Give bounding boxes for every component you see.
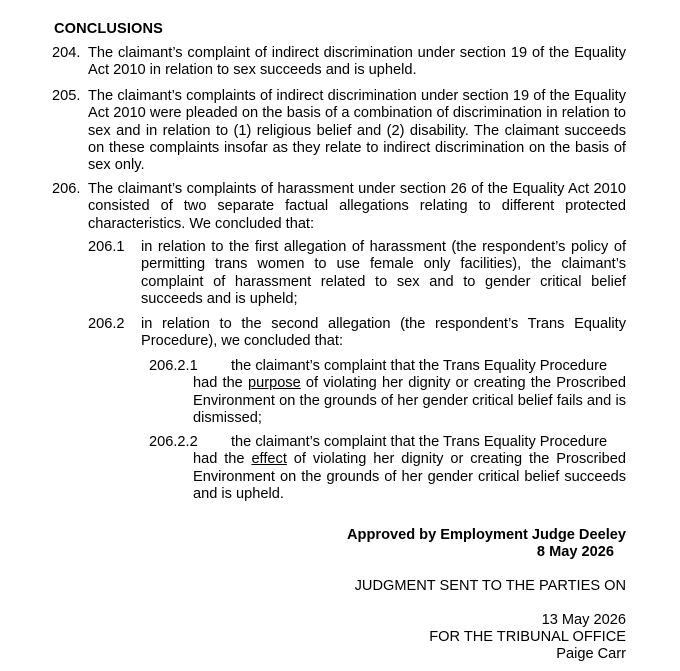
paragraph-text: The claimant’s complaints of indirect discrimination under section 19 of the Equality Act 2010 were pleaded on the basis of a combination of discrimination in relation to sex and in relation to (1) religious belief and (2) disability. The claimant succeeds on these complaints insofar as they relate to indirect discrimination on the basis of sex only. xyxy=(88,88,626,174)
paragraph-line-text: the claimant’s complaint that the Trans Equality Procedure xyxy=(231,358,608,374)
paragraph-text: in relation to the second allegation (the respondent’s Trans Equality Procedure), we concluded that: xyxy=(141,316,626,350)
paragraph-number: 206.2 xyxy=(88,316,125,332)
paragraph-number: 206. xyxy=(52,181,81,197)
paragraph-204 xyxy=(52,45,626,80)
sent-date: 13 May 2026 xyxy=(541,612,626,628)
underlined-word: purpose xyxy=(247,375,301,392)
signatory-name: Paige Carr xyxy=(556,646,626,662)
paragraph-206-2-2 xyxy=(149,434,626,503)
paragraph-number: 205. xyxy=(52,88,81,104)
paragraph-206 xyxy=(52,181,626,233)
paragraph-text: The claimant’s complaints of harassment under section 26 of the Equality Act 2010 consisted of two separate factual allegations relating to different protected characteristics. We concluded that: xyxy=(88,181,626,232)
approval-date: 8 May 2026 xyxy=(536,544,614,560)
paragraph-number: 206.2.2 xyxy=(149,434,198,450)
paragraph-206-1 xyxy=(88,239,626,308)
underlined-word: effect xyxy=(251,451,287,468)
paragraph-number: 204. xyxy=(52,45,81,61)
text-run: of violating her dignity or creating the Proscribed Environment on the grounds of her gender critical belief succeeds and is upheld. xyxy=(193,451,626,502)
approval-line: Approved by Employment Judge Deeley xyxy=(347,527,626,543)
tribunal-office-line: FOR THE TRIBUNAL OFFICE xyxy=(429,629,626,645)
paragraph-text: in relation to the first allegation of harassment (the respondent’s policy of permitting trans women to use female only facilities), the claimant’s complaint of harassment related to sex and to gender critical belief succeeds and is upheld; xyxy=(141,239,626,307)
paragraph-text: The claimant’s complaint of indirect discrimination under section 19 of the Equality Act 2010 in relation to sex succeeds and is upheld. xyxy=(88,45,626,79)
section-heading: CONCLUSIONS xyxy=(54,21,163,37)
paragraph-first-line xyxy=(149,434,626,451)
paragraph-first-line xyxy=(149,358,626,375)
paragraph-text xyxy=(193,375,626,427)
paragraph-205 xyxy=(52,88,626,174)
paragraph-206-2 xyxy=(88,316,626,351)
text-run: of violating her dignity or creating the Proscribed Environment on the grounds of her gender critical belief fails and is dismissed; xyxy=(193,375,627,426)
paragraph-line-text: the claimant’s complaint that the Trans Equality Procedure xyxy=(231,434,608,450)
paragraph-number: 206.1 xyxy=(88,239,125,255)
text-run: had the xyxy=(193,375,248,392)
paragraph-206-2-1 xyxy=(149,358,626,427)
judgment-sent-line: JUDGMENT SENT TO THE PARTIES ON xyxy=(354,578,626,594)
text-run: had the xyxy=(193,451,252,468)
paragraph-number: 206.2.1 xyxy=(149,358,198,374)
paragraph-text xyxy=(193,451,626,503)
